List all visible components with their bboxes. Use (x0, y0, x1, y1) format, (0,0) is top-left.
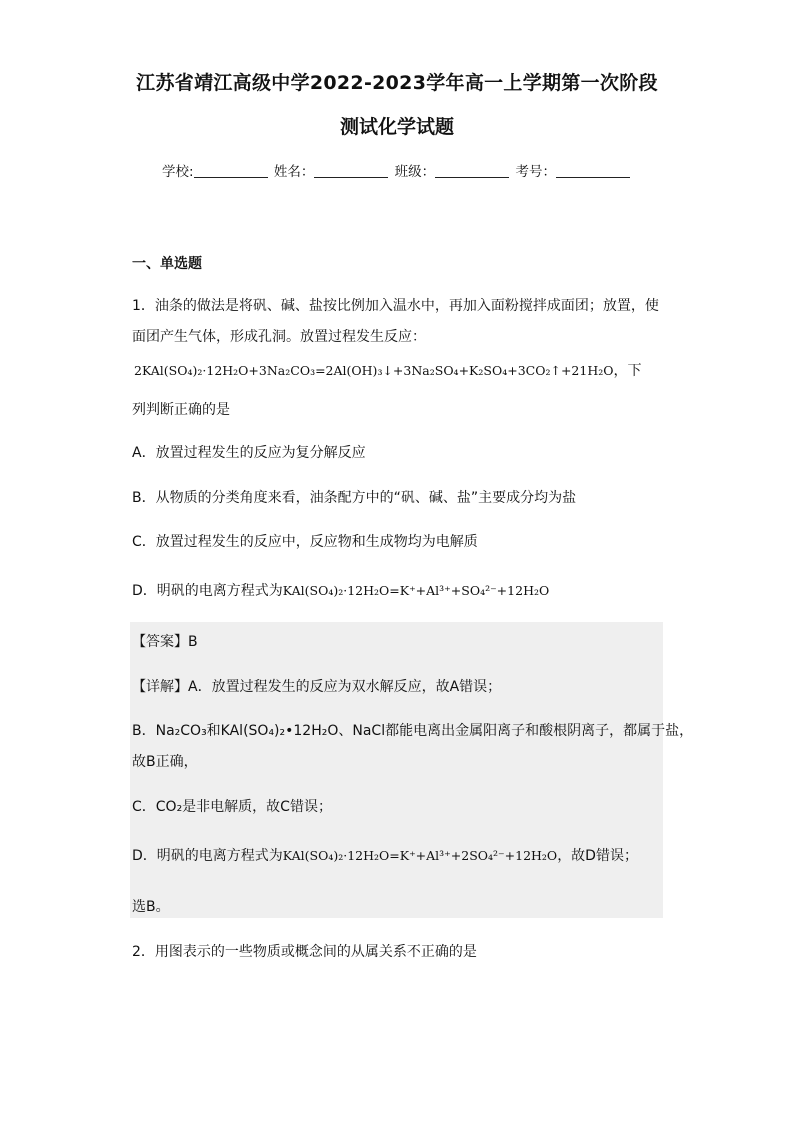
q1-equation-line (134, 360, 641, 380)
detail-d-text: D．明矾的电离方程式为 (132, 848, 283, 864)
exam-number-label: 考号： (515, 164, 556, 180)
detail-d-tail: ，故D错误； (557, 848, 638, 864)
class-blank[interactable] (435, 163, 509, 178)
q1-stem-line-1: 1．油条的做法是将矾、碱、盐按比例加入温水中，再加入面粉搅拌成面团；放置，使 (132, 298, 659, 314)
conclusion: 选B。 (132, 899, 170, 915)
answer: 【答案】B (132, 634, 198, 650)
option-a: A．放置过程发生的反应为复分解反应 (132, 445, 366, 461)
option-d (132, 580, 549, 600)
q1-stem-line-4: 列判断正确的是 (132, 402, 230, 418)
q1-stem-line-2: 面团产生气体，形成孔洞。放置过程发生反应： (132, 329, 426, 345)
student-info-row (0, 160, 794, 180)
q1-stem-tail: ，下 (613, 363, 642, 379)
detail-b-line-2: 故B正确， (132, 754, 198, 770)
detail-d-equation: KAl(SO₄)₂·12H₂O=K⁺+Al³⁺+2SO₄²⁻+12H₂O (282, 848, 558, 863)
school-blank[interactable] (194, 163, 268, 178)
q2-stem: 2．用图表示的一些物质或概念间的从属关系不正确的是 (132, 944, 477, 960)
detail-d (132, 845, 638, 865)
school-label: 学校: (162, 164, 194, 180)
option-c: C．放置过程发生的反应中，反应物和生成物均为电解质 (132, 534, 478, 550)
option-d-text: D．明矾的电离方程式为 (132, 583, 283, 599)
detail-a: 【详解】A．放置过程发生的反应为双水解反应，故A错误； (132, 679, 502, 695)
detail-b-line-1: B．Na₂CO₃和KAl(SO₄)₂•12H₂O、NaCl都能电离出金属阳离子和酸根阴离子，都属于盐， (132, 723, 694, 739)
answer-box (130, 622, 663, 918)
option-b: B．从物质的分类角度来看，油条配方中的“矾、碱、盐”主要成分均为盐 (132, 490, 577, 506)
title-line-2: 测试化学试题 (339, 116, 454, 138)
detail-c: C．CO₂是非电解质，故C错误； (132, 799, 332, 815)
name-blank[interactable] (314, 163, 388, 178)
reaction-equation: 2KAl(SO₄)₂·12H₂O+3Na₂CO₃=2Al(OH)₃↓+3Na₂SO₄+K₂SO₄+3CO₂↑+21H₂O (134, 363, 614, 378)
section-heading: 一、单选题 (132, 256, 202, 272)
title-line-1: 江苏省靖江高级中学2022-2023学年高一上学期第一次阶段 (136, 72, 658, 94)
name-label: 姓名： (273, 164, 315, 180)
class-label: 班级： (394, 164, 436, 180)
exam-number-blank[interactable] (556, 163, 630, 178)
option-d-equation: KAl(SO₄)₂·12H₂O=K⁺+Al³⁺+SO₄²⁻+12H₂O (282, 583, 550, 598)
